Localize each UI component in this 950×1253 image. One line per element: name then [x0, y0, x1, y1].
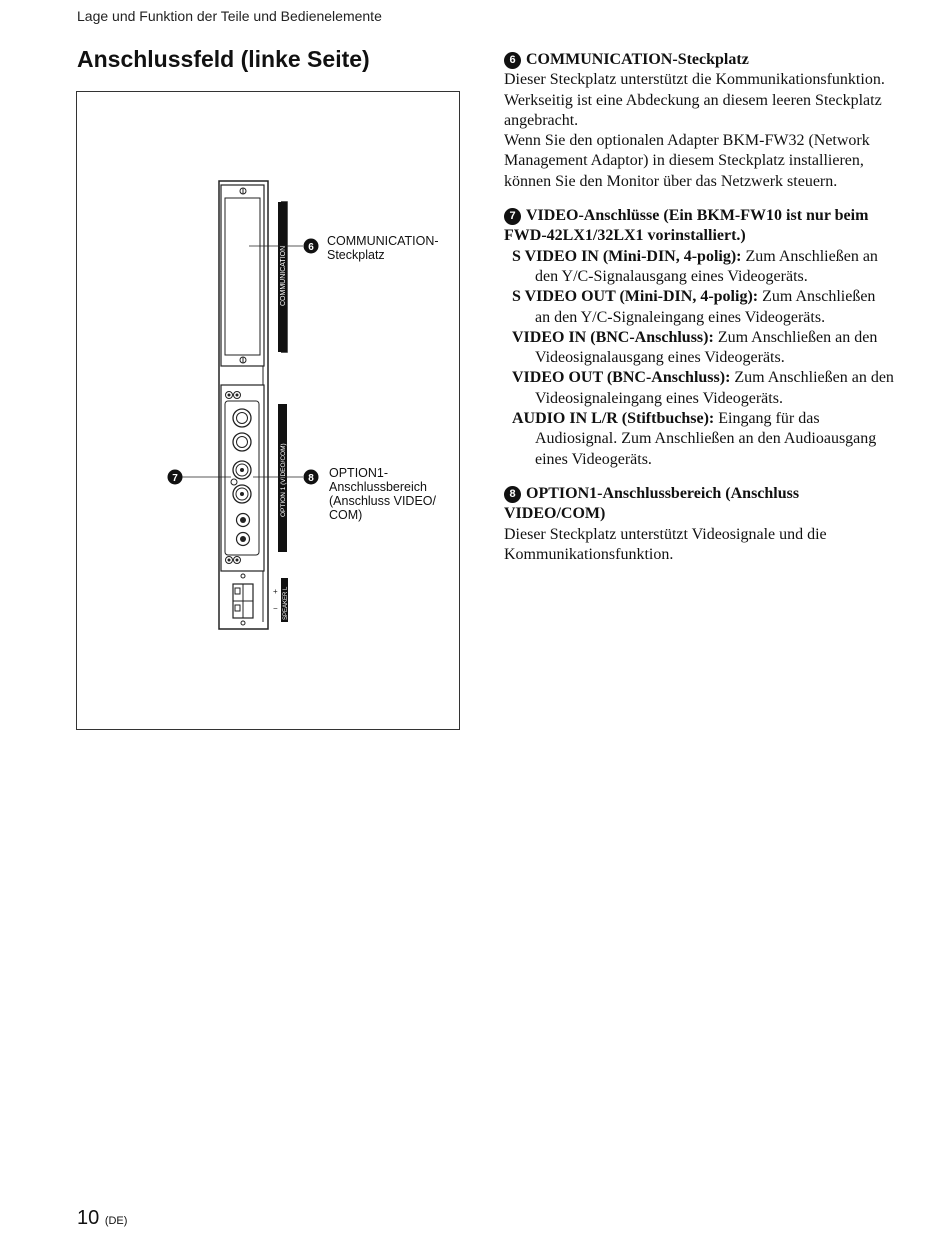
paragraph: Wenn Sie den optionalen Adapter BKM-FW32 (Network Management Adaptor) in diesem Steckplatz installieren, können Sie den Monitor über das Netzwerk steuern.: [504, 132, 870, 190]
term-item: S VIDEO OUT (Mini-DIN, 4-polig): Zum Anschließen an den Y/C-Signaleingang eines Videogeräts.: [512, 288, 876, 326]
running-header: Lage und Funktion der Teile und Bedienelemente: [77, 8, 382, 24]
speaker-plus-label: +: [273, 587, 278, 596]
number-badge: 6: [504, 52, 521, 69]
section-heading: 6 COMMUNICATION-Steckplatz: [504, 50, 894, 70]
paragraph: Dieser Steckplatz unterstützt die Kommunikationsfunktion.: [504, 71, 885, 89]
callout-badge-6: [304, 239, 319, 254]
option1-area-label: OPTION 1 (VIDEO/COM): [280, 443, 287, 517]
term-item: AUDIO IN L/R (Stiftbuchse): Eingang für das Audiosignal. Zum Anschließen an den Audioausgang eines Videogeräts.: [512, 410, 877, 468]
number-badge: 7: [504, 208, 521, 225]
paragraph: Werkseitig ist eine Abdeckung an diesem leeren Steckplatz angebracht.: [504, 91, 882, 129]
communication-slot-label: COMMUNICATION: [280, 245, 287, 306]
description-column: [504, 50, 894, 579]
panel-diagram: [77, 92, 461, 731]
svg-text:7: 7: [172, 473, 178, 484]
section-communication-slot: [504, 50, 894, 192]
section-video-connectors: [504, 206, 894, 470]
callout-6-label: COMMUNICATION- Steckplatz: [327, 234, 439, 262]
speaker-label: SPEAKER L: [283, 586, 289, 620]
svg-text:6: 6: [308, 242, 314, 253]
language-code: (DE): [104, 1215, 128, 1227]
callout-8-label: OPTION1- Anschlussbereich (Anschluss VIDEO/ COM): [329, 466, 436, 522]
speaker-minus-label: −: [273, 604, 278, 613]
option1-area: [221, 385, 287, 571]
callout-badge-8: [304, 470, 319, 485]
connector-panel-figure: [76, 91, 460, 730]
term-item: VIDEO IN (BNC-Anschluss): Zum Anschließen an den Videosignalausgang eines Videogeräts.: [512, 328, 878, 367]
section-heading: 8 OPTION1-Anschlussbereich (Anschluss VIDEO/COM): [504, 484, 800, 523]
communication-slot: [221, 185, 287, 366]
video-out-bnc-connector: [233, 485, 251, 503]
section-option1-area: [504, 484, 894, 565]
page-title: Anschlussfeld (linke Seite): [77, 46, 370, 72]
callout-badge-7: [168, 470, 183, 485]
term-item: S VIDEO IN (Mini-DIN, 4-polig): Zum Anschließen an den Y/C-Signalausgang eines Videogeräts.: [512, 247, 878, 285]
page-footer: [77, 1207, 127, 1230]
section-heading: 7 VIDEO-Anschlüsse (Ein BKM-FW10 ist nur beim FWD-42LX1/32LX1 vorinstalliert.): [504, 207, 869, 245]
svg-text:8: 8: [308, 473, 314, 484]
page-number: 10: [77, 1207, 100, 1229]
number-badge: 8: [504, 486, 521, 503]
term-item: VIDEO OUT (BNC-Anschluss): Zum Anschließen an den Videosignaleingang eines Videogeräts.: [512, 369, 894, 407]
video-in-bnc-connector: [233, 461, 251, 479]
paragraph: Dieser Steckplatz unterstützt Videosignale und die Kommunikationsfunktion.: [504, 525, 827, 563]
